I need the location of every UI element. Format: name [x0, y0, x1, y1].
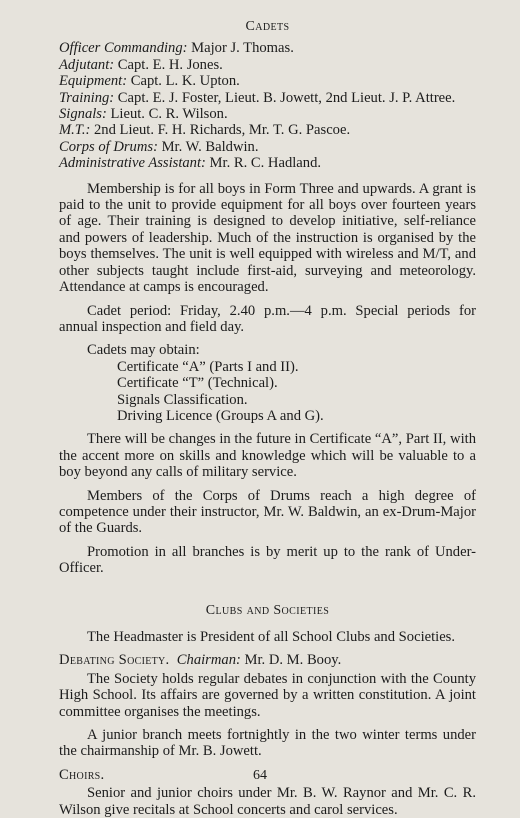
list-item: Certificate “T” (Technical). [117, 375, 278, 392]
cadets-changes-paragraph: There will be changes in the future in Certificate “A”, Part II, with the accent more on skills and knowledge which will be valuable to a boy beyond any calls of military service. [59, 431, 476, 481]
debating-society-heading: Debating Society. Chairman: Mr. D. M. Booy. [59, 652, 342, 669]
choirs-heading: Choirs. [59, 766, 105, 783]
cadets-qualifications [87, 342, 476, 424]
debating-junior-paragraph: A junior branch meets fortnightly in the two winter terms under the chairmanship of Mr. B. Jowett. [59, 727, 476, 760]
choirs-paragraph: Senior and junior choirs under Mr. B. W. Raynor and Mr. C. R. Wilson give recitals at School concerts and carol services. [59, 785, 476, 818]
cadets-promotion-paragraph: Promotion in all branches is by merit up to the rank of Under-Officer. [59, 543, 476, 577]
role-training: Training: Capt. E. J. Foster, Lieut. B. Jowett, 2nd Lieut. J. P. Attree. [59, 89, 456, 106]
role-equipment: Equipment: Capt. L. K. Upton. [59, 73, 240, 90]
cadets-membership-paragraph: Membership is for all boys in Form Three and upwards. A grant is paid to the unit to provide equipment for all boys over fourteen years of age. Their training is designed to develop initiative, self-reliance and powers of leadership. Much of the instruction is organised by the boys themselves. The unit is well equipped with wireless and M/T, and other subjects taught include first-aid, surveying and meteorology. Attendance at camps is encouraged. [59, 180, 476, 296]
debating-society-paragraph: The Society holds regular debates in conjunction with the County High School. Its affairs are governed by a written constitution. A joint committee organises the meetings. [59, 670, 476, 720]
cadets-officer-list [59, 40, 476, 171]
qualifications-intro: Cadets may obtain: [87, 342, 200, 359]
role-officer-commanding: Officer Commanding: Major J. Thomas. [59, 40, 294, 57]
clubs-heading: Clubs and Societies [205, 602, 330, 618]
role-signals: Signals: Lieut. C. R. Wilson. [59, 106, 228, 123]
clubs-president-paragraph: The Headmaster is President of all School Clubs and Societies. [87, 629, 456, 645]
cadets-heading: Cadets [245, 19, 290, 34]
list-item: Signals Classification. [117, 391, 248, 408]
page-number: 64 [253, 768, 267, 783]
list-item: Certificate “A” (Parts I and II). [117, 358, 299, 375]
role-corps-of-drums: Corps of Drums: Mr. W. Baldwin. [59, 138, 259, 155]
cadets-period-paragraph: Cadet period: Friday, 2.40 p.m.—4 p.m. Special periods for annual inspection and field day. [59, 302, 476, 335]
list-item: Driving Licence (Groups A and G). [117, 407, 324, 424]
role-mt: M.T.: 2nd Lieut. F. H. Richards, Mr. T. G. Pascoe. [59, 122, 351, 139]
role-administrative-assistant: Administrative Assistant: Mr. R. C. Hadland. [59, 155, 322, 172]
role-adjutant: Adjutant: Capt. E. H. Jones. [59, 56, 223, 73]
cadets-drums-paragraph: Members of the Corps of Drums reach a high degree of competence under their instructor, Mr. W. Baldwin, an ex-Drum-Major of the Guards. [59, 487, 476, 537]
